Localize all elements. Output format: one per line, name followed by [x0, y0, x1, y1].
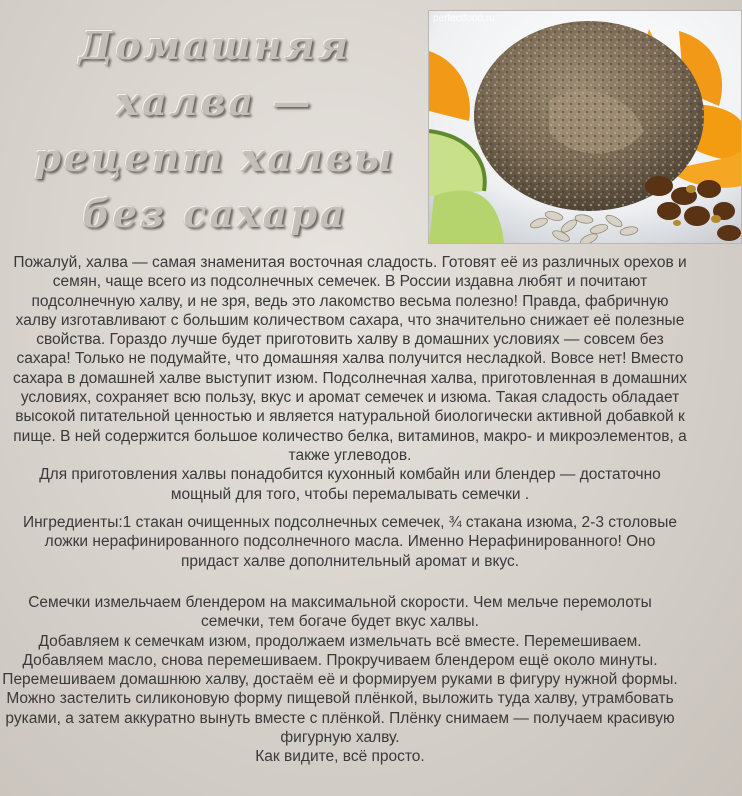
intro-paragraph: Для приготовления халвы понадобится кухонный комбайн или блендер — достаточно мощный для того, чтобы перемалывать семечки .: [39, 466, 661, 503]
title-line: Домашняя: [78, 23, 352, 68]
method-paragraph: Как видите, всё просто.: [255, 748, 425, 766]
ingredients-paragraph: Ингредиенты:1 стакан очищенных подсолнечных семечек, ¾ стакана изюма, 2-3 столовые ложки нерафинированного подсолнечного масла. Именно Нерафинированного! Оно придаст халве дополнительный аромат и вкус.: [22, 514, 678, 570]
title-line: рецепт халвы: [34, 135, 396, 180]
method-text: [0, 593, 680, 767]
method-paragraph: Добавляем к семечкам изюм, продолжаем измельчать всё вместе. Перемешиваем.: [38, 632, 642, 650]
method-paragraph: Перемешиваем домашнюю халву, достаём её и формируем руками в фигуру нужной формы. Можно застелить силиконовую форму пищевой плёнкой, выложить туда халву, утрамбовать руками, а затем аккуратно вынуть вместе с плёнкой. Плёнку снимаем — получаем красивую фигурную халву.: [2, 671, 678, 747]
method-paragraph: Семечки измельчаем блендером на максимальной скорости. Чем мельче перемолоты семечки, тем богаче будет вкус халвы.: [28, 594, 652, 631]
ingredients-text: [20, 513, 680, 571]
method-paragraph: Добавляем масло, снова перемешиваем. Прокручиваем блендером ещё около минуты.: [22, 651, 658, 669]
intro-paragraph: Пожалуй, халва — самая знаменитая восточная сладость. Готовят её из различных орехов и семян, чаще всего из подсолнечных семечек. В России издавна любят и почитают подсолнечную халву, и не зря, ведь это лакомство весьма полезно! Правда, фабричную халву изготавливают с большим количеством сахара, что значительно снижает её полезные свойства. Гораздо лучше будет приготовить халву в домашних условиях — совсем без сахара! Только не подумайте, что домашняя халва получится несладкой. Вовсе нет! Вместо сахара в домашней халве выступит изюм. Подсолнечная халва, приготовленная в домашних условиях, сохраняет всю пользу, вкус и аромат семечек и изюма. Такая сладость обладает высокой питательной ценностью и является натуральной биологически активной добавкой к пище. В ней содержится большое количество белка, витаминов, макро- и микроэлементов, а также углеводов.: [12, 254, 688, 464]
page-title: [30, 18, 400, 242]
photo-watermark: perfectfood.ru: [433, 13, 495, 24]
intro-text: [10, 253, 690, 504]
halva-photo: [428, 10, 742, 244]
title-line: халва —: [116, 79, 314, 124]
title-line: без сахара: [82, 191, 348, 236]
